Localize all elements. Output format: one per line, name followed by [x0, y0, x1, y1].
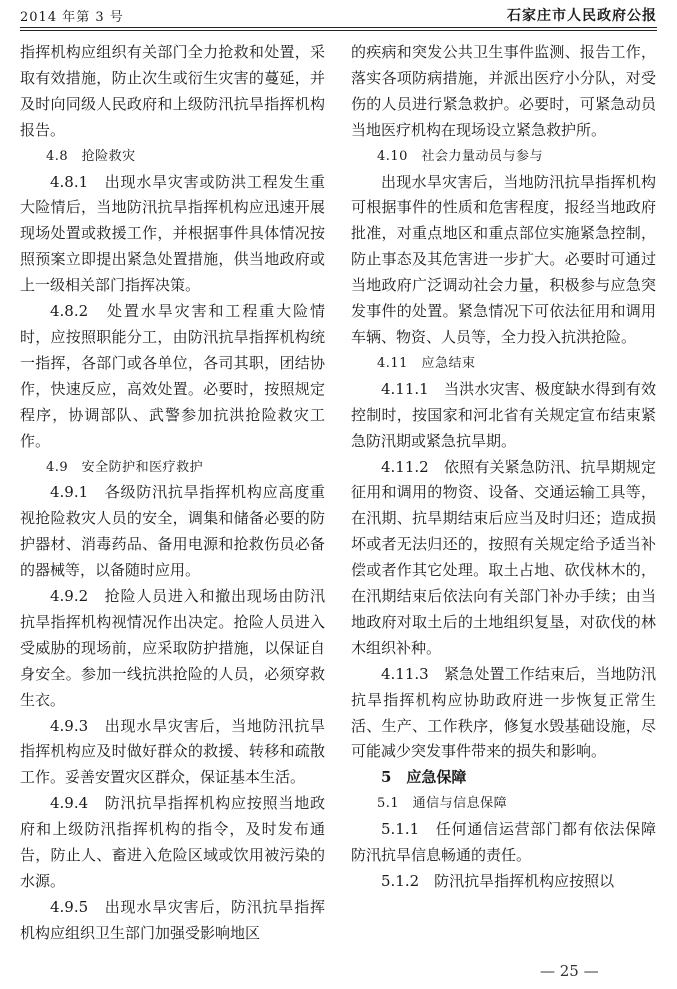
publication-title: 石家庄市人民政府公报: [507, 8, 657, 24]
paragraph: 5.1.1 任何通信运营部门都有依法保障防汛抗旱信息畅通的责任。: [351, 820, 656, 865]
paragraph: 4.8.1 出现水旱灾害或防洪工程发生重大险情后，当地防汛抗旱指挥机构应迅速开展现场处置或救援工作，并根据事件具体情况按照预案立即提出紧急处置措施，供当地政府或上一级相关部门指挥决策。: [20, 172, 325, 295]
issue-label: 2014 年第 3 号: [20, 10, 124, 25]
paragraph: 4.9.1 各级防汛抗旱指挥机构应高度重视抢险救灾人员的安全，调集和储备必要的防护器材、消毒药品、备用电源和抢救伤员必备的器械等，以备随时应用。: [20, 483, 325, 580]
paragraph: 出现水旱灾害后，当地防汛抗旱指挥机构可根据事件的性质和危害程度，报经当地政府批准，对重点地区和重点部位实施紧急控制，防止事态及其危害进一步扩大。必要时可通过当地政府广泛调动社会力量，积极参与应急突发事件的处置。紧急情况下可依法征用和调用车辆、物资、人员等，全力投入抗洪抢险。: [351, 172, 656, 346]
paragraph: 4.9.4 防汛抗旱指挥机构应按照当地政府和上级防汛指挥机构的指令，及时发布通告，防止人、畜进入危险区域或饮用被污染的水源。: [20, 794, 325, 890]
paragraph: 4.11.3 紧急处置工作结束后，当地防汛抗旱指挥机构应协助政府进一步恢复正常生活、生产、工作秩序，修复水毁基础设施，尽可能减少突发事件带来的损失和影响。: [351, 664, 656, 761]
paragraph: 4.9.5 出现水旱灾害后，防汛抗旱指挥机构应组织卫生部门加强受影响地区: [20, 897, 325, 942]
section-heading: 4.11 应急结束: [377, 355, 476, 371]
section-heading: 4.9 安全防护和医疗救护: [46, 459, 204, 475]
header-rule-thick: [20, 27, 657, 28]
paragraph: 指挥机构应组织有关部门全力抢救和处置，采取有效措施，防止次生或衍生灾害的蔓延，并及时向同级人民政府和上级防汛抗旱指挥机构报告。: [20, 43, 325, 139]
section-heading: 4.8 抢险救灾: [46, 148, 136, 164]
section-heading: 5.1 通信与信息保障: [377, 796, 508, 812]
chapter-heading: 5 应急保障: [381, 768, 467, 787]
paragraph: 4.11.2 依照有关紧急防汛、抗旱期规定征用和调用的物资、设备、交通运输工具等，在汛期、抗旱期结束后应当及时归还；造成损坏或者无法归还的，按照有关规定给予适当补偿或者作其它处理。取土占地、砍伐林木的，在汛期结束后依法向有关部门补办手续；由当地政府对取土后的土地组织复垦，对砍伐的林木组织补种。: [351, 457, 656, 657]
paragraph: 4.9.2 抢险人员进入和撤出现场由防汛抗旱指挥机构视情况作出决定。抢险人员进入受威胁的现场前，应采取防护措施，以保证自身安全。参加一线抗洪抢险的人员，必须穿救生衣。: [20, 587, 325, 709]
header-rule-thin: [20, 30, 657, 31]
left-column: [20, 40, 325, 947]
paragraph: 4.9.3 出现水旱灾害后，当地防汛抗旱指挥机构应及时做好群众的救援、转移和疏散工作。妥善安置灾区群众，保证基本生活。: [20, 716, 325, 787]
right-column: [351, 40, 656, 895]
paragraph: 4.8.2 处置水旱灾害和工程重大险情时，应按照职能分工，由防汛抗旱指挥机构统一指挥，各部门或各单位，各司其职，团结协作，快速反应，高效处置。必要时，按照规定程序，协调部队、武警参加抗洪抢险救灾工作。: [20, 302, 325, 450]
paragraph: 5.1.2 防汛抗旱指挥机构应按照以: [381, 872, 615, 890]
paragraph: 的疾病和突发公共卫生事件监测、报告工作，落实各项防病措施，并派出医疗小分队，对受伤的人员进行紧急救护。必要时，可紧急动员当地医疗机构在现场设立紧急救护所。: [351, 43, 656, 139]
paragraph: 4.11.1 当洪水灾害、极度缺水得到有效控制时，按国家和河北省有关规定宣布结束紧急防汛期或紧急抗旱期。: [351, 379, 656, 450]
page-number: — 25 —: [540, 962, 599, 980]
page-header: [20, 0, 657, 30]
section-heading: 4.10 社会力量动员与参与: [377, 148, 543, 164]
